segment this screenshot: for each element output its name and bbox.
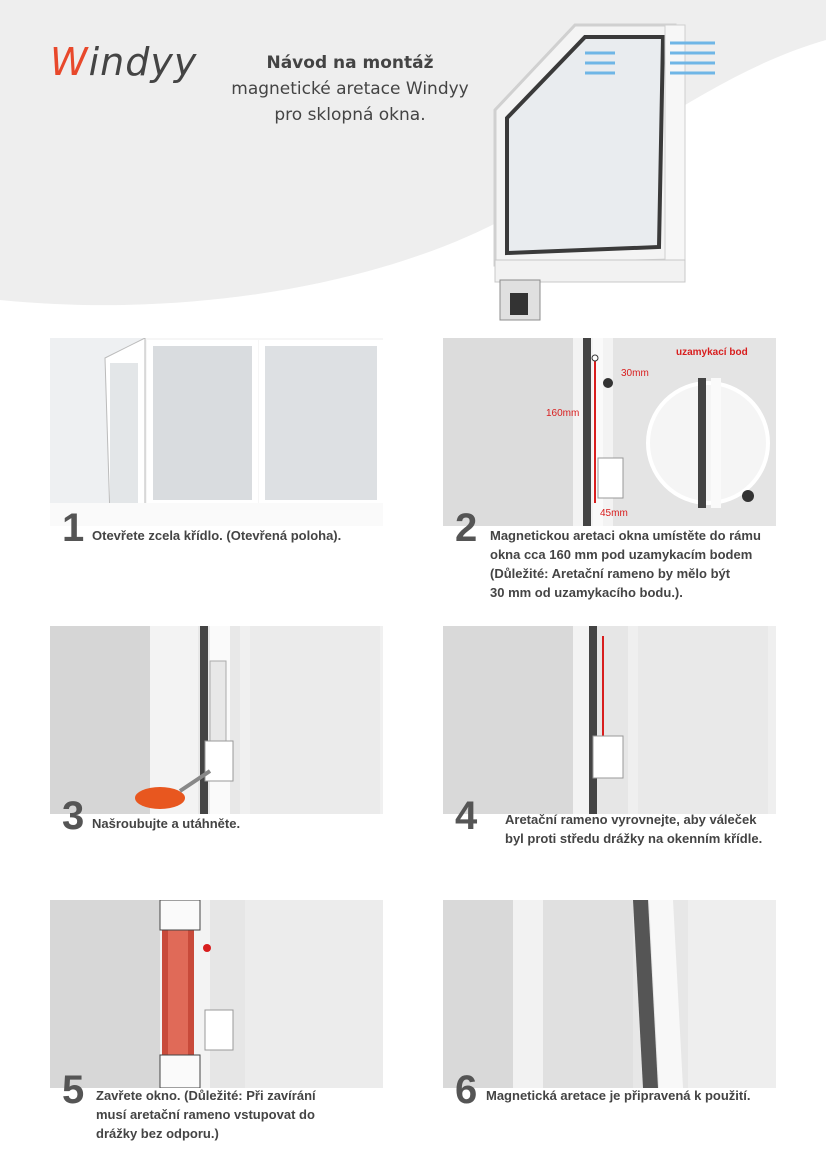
step-1-number: 1 [62, 506, 85, 550]
step-2-line-3: (Důležité: Aretační rameno by mělo být [490, 566, 731, 581]
step-2-photo [443, 338, 776, 526]
step-3-number: 3 [62, 794, 85, 838]
title-line-2: magnetické aretace Windyy [231, 79, 469, 99]
page-title [205, 50, 495, 128]
title-line-1: Návod na montáž [266, 53, 434, 73]
dimension-30mm: 30mm [621, 368, 649, 379]
step-5-line-3: drážky bez odporu.) [96, 1126, 219, 1141]
screwdriver-icon [135, 787, 185, 809]
step-6-text: Magnetická aretace je připravená k použití. [486, 1088, 751, 1103]
step-1-text: Otevřete zcela křídlo. (Otevřená poloha). [92, 528, 342, 543]
step-3-text: Našroubujte a utáhněte. [92, 816, 241, 831]
step-5-line-1: Zavřete okno. (Důležité: Při zavírání [96, 1088, 316, 1103]
step-4-photo [443, 626, 776, 814]
step-4-number: 4 [455, 794, 478, 838]
step-3-photo [50, 626, 383, 814]
step-2-line-4: 30 mm od uzamykacího bodu.). [490, 585, 683, 600]
step-2-text [490, 526, 790, 602]
lock-point-label: uzamykací bod [676, 347, 748, 358]
hero-window-illustration [485, 15, 730, 325]
step-5-photo [50, 900, 383, 1088]
step-4-line-2: byl proti středu drážky na okenním křídle. [505, 831, 763, 846]
step-5-number: 5 [62, 1068, 85, 1112]
step-5-text [96, 1086, 386, 1143]
step-5-line-2: musí aretační rameno vstupovat do [96, 1107, 315, 1122]
dimension-160mm: 160mm [546, 408, 580, 419]
windyy-logo: Windyy [50, 40, 198, 84]
step-2-number: 2 [455, 506, 478, 550]
dimension-45mm: 45mm [600, 508, 628, 519]
step-1-photo [50, 338, 383, 526]
title-line-3: pro sklopná okna. [274, 105, 426, 125]
step-6-photo [443, 900, 776, 1088]
step-6-number: 6 [455, 1068, 478, 1112]
step-2-line-2: okna cca 160 mm pod uzamykacím bodem [490, 547, 753, 562]
step-4-text [505, 810, 805, 848]
step-4-line-1: Aretační rameno vyrovnejte, aby váleček [505, 812, 757, 827]
step-2-line-1: Magnetickou aretaci okna umístěte do rámu [490, 528, 761, 543]
